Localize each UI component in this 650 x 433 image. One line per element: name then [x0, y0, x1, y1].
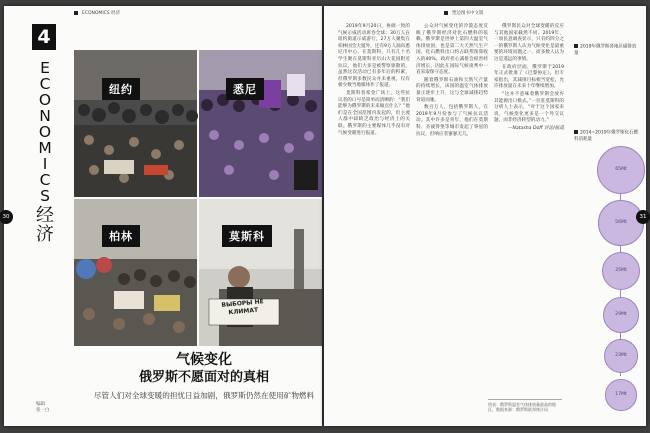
square-bullet-icon [574, 130, 578, 134]
city-label-moscow: 莫斯科 [222, 225, 272, 247]
chart-caption-1: 2019年俄罗斯各地区碳排放量 [574, 44, 637, 56]
bubble-label: 17Mt [615, 392, 627, 398]
body-paragraph: “这并不意味着俄罗斯会放弃其能源出口模式。”一位驻莫斯科的分析人士表示，“对于这个国家来说，气候变化更多是一个外交议题，而非经济转型的动力。” [494, 91, 564, 124]
body-paragraph: 俄罗斯民众对全球变暖的反应与其他国家截然不同。2019年，一项民意调查显示，只有约四分之一的俄罗斯人认为气候变化是最重要的环境问题之一，而多数人认为这是遥远的事情。 [494, 24, 564, 62]
section-letter: E [40, 59, 50, 77]
section-vertical-title [36, 60, 54, 244]
body-column-2 [416, 24, 488, 139]
body-column-1 [338, 24, 410, 138]
body-paragraph: 随着俄罗斯石油和天然气产量的持续增长，该国的温室气体排放量正逐步上升，这与全球减排趋势背道而驰。 [416, 77, 488, 103]
left-page-number: 30 [0, 210, 13, 224]
section-number: 4 [32, 24, 56, 50]
headline-line-1: 气候变化 [176, 352, 232, 368]
bubble-label: 65Mt [615, 167, 627, 172]
city-label-new-york: 纽约 [102, 78, 140, 100]
photo-grid [74, 50, 322, 346]
chart-caption-2: 2014~2019年俄罗斯化石燃料消耗量 [574, 130, 639, 142]
body-paragraph: 2019年9月20日，协调一致的气候示威活动席卷全球：30万人在纽约街道示威游行，27万人聚集在柏林国会大厦外，还有9万人涌向悉尼市中心。在莫斯科，只有几十名学生聚在莫斯科亚历山大花园附近抗议，他们大多是被警察驱散的。虽然这次活动已有多年后的积累，但俄罗斯多数民众并未重视，仅有极少数当地媒体作了报道。 [338, 24, 410, 89]
square-bullet-icon [574, 44, 578, 48]
body-paragraph: 数百万人，包括俄罗斯人，在2019年9月份参与了气候抗议活动。其中许多是青年，他们在莫斯科、圣彼得堡等城市发起了零星的抗议，但响应者寥寥无几。 [416, 105, 488, 137]
section-letter: S [40, 187, 50, 205]
section-letter: C [39, 171, 51, 189]
right-running-head: 塑边图书中文版 [444, 10, 484, 16]
protest-sign-text: ВЫБОРЫ НЕ КЛИМАТ [221, 298, 264, 317]
body-paragraph: 莫斯科普希金广场上，这些抗议者的口号是简单而清晰的：“我们能够为俄罗斯的未来做点什么？”他们是在全国范围内发起的，但主流人群中却缺乏政治与经济上的关联。俄罗斯的主要媒体几乎没有对气候变暖进行报道。 [338, 90, 410, 136]
bubble-label: 29Mt [615, 311, 627, 317]
bubble-label: 56Mt [615, 219, 627, 225]
square-bullet-icon [444, 11, 448, 15]
section-letter: M [38, 139, 52, 157]
right-page-number: 31 [636, 210, 650, 224]
body-paragraph: 公众对气候变化的冷漠态度反映了俄罗斯经济对化石燃料的依赖。俄罗斯是世界上第四大温室气体排放国，也是第二大天然气生产国，化石燃料出口约占联邦预算收入的40%。政府担心减排会损害经济增长，因此在国际气候谈判中一直采取保守态度。 [416, 24, 488, 76]
photo-berlin [74, 199, 197, 346]
photo-sydney [199, 50, 322, 197]
right-page [324, 6, 646, 426]
chart-bubble [604, 339, 638, 373]
bubble-label: 23Mt [615, 353, 627, 359]
city-label-sydney: 悉尼 [226, 78, 264, 100]
bubble-label: 35Mt [615, 268, 627, 274]
city-label-berlin: 柏林 [102, 225, 140, 247]
section-letter: O [38, 123, 52, 141]
headline-line-2: 俄罗斯不愿面对的真相 [138, 370, 269, 385]
editor-credit: 编辑 张一白 [36, 402, 50, 413]
footnote: 图表：俄罗斯温室气体排放量最高的地区，数据来源：俄罗斯联邦统计局 [488, 399, 562, 413]
body-paragraph: 在政府层面，俄罗斯于2019年正式批准了《巴黎协定》，但专家指出，其减排目标相当宽松，允许排放量在未来十年继续增加。 [494, 64, 564, 90]
chart-bubble [597, 146, 645, 194]
section-letter: C [39, 75, 51, 93]
left-running-head: ECONOMICS 经济 [74, 10, 120, 16]
article-headline [89, 352, 319, 386]
photo-new-york [74, 50, 197, 197]
body-column-3 [494, 24, 564, 134]
chart-bubble [602, 252, 641, 291]
chart-bubble [603, 297, 640, 334]
chart-bubble [598, 200, 644, 246]
author-signature: —Natasha Doff 评论/报道 [507, 125, 564, 131]
photo-moscow [199, 199, 322, 346]
section-letter: N [39, 107, 51, 125]
left-page [4, 6, 322, 426]
square-bullet-icon [74, 11, 78, 15]
section-letter: O [38, 91, 52, 109]
article-deck: 尽管人们对全球变暖的担忧日益加剧，俄罗斯仍然在使用矿物燃料 [93, 391, 315, 400]
section-letter: I [42, 155, 48, 173]
chart-bubble [605, 379, 636, 410]
section-title-zh: 经 济 [36, 205, 54, 245]
